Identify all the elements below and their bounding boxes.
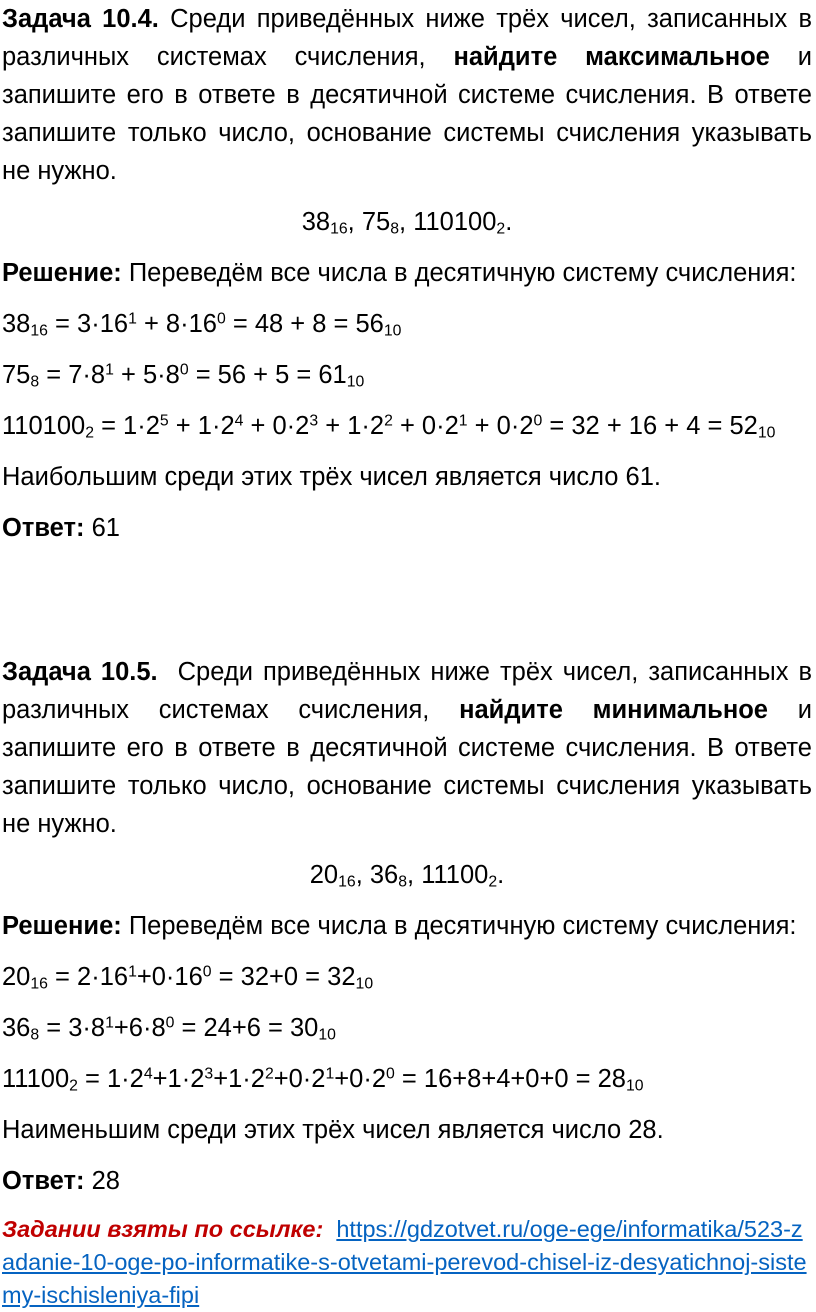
task2-conversion-1: $20_{16} = 2\cdot 16^1+0\cdot 16^0 = 32+0 = 32_{10}$ [2,963,374,993]
task1-answer: Ответ: 61 [2,514,120,542]
task2-conversion-3: $11100_2 = 1\cdot 2^4+1\cdot 2^3+1\cdot 2^2+0\cdot 2^1+0\cdot 2^0 = 16+8+4+0+0 = 28_{10}$ [2,1065,644,1095]
task2-statement: Задача 10.5. Среди приведённых ниже трёх чисел, записанных в различных системах счисления, найдите минимальное и запишите его в ответе в десятичной системе счисления. В ответе запишите только число, основание системы счисления указывать не нужно. [2,658,813,838]
source-link[interactable]: https://gdzotvet.ru/oge-ege/informatika/523-zadanie-10-oge-po-informatike-s-otvetami-perevod-chisel-iz-desyatichnoj-sistemy-ischisleniya-fipi [2,1216,807,1308]
source-label: Задании взяты по ссылке: [2,1216,324,1242]
task2-bold-instruction: найдите минимальное [459,696,768,724]
task2-numbers: $20_{16}$, $36_8$, $11100_2$. [309,861,505,891]
task1-conversion-3: $110100_2 = 1\cdot 2^5 + 1\cdot 2^4 + 0\cdot 2^3 + 1\cdot 2^2 + 0\cdot 2^1 + 0\cdot 2^0 = 32 + 16 + 4 = 52_{10}$ [2,412,776,442]
task2-answer-value: 28 [91,1167,120,1195]
task1-conversion-1: $38_{16} = 3\cdot 16^1 + 8\cdot 16^0 = 48 + 8 = 56_{10}$ [2,310,402,340]
task1-answer-value: 61 [91,514,120,542]
task1-numbers: $38_{16}$, $75_8$, $110100_2$. [301,208,513,238]
task1-conversion-2: $75_8 = 7\cdot 8^1 + 5\cdot 8^0 = 56 + 5 = 61_{10}$ [2,361,365,391]
task1-statement: Задача 10.4. Среди приведённых ниже трёх чисел, записанных в различных системах счисления, найдите максимальное и запишите его в ответе в десятичной системе счисления. В ответе запишите только число, основание системы счисления указывать не нужно. [2,5,813,185]
task2-label: Задача 10.5. [2,658,158,686]
task1-label: Задача 10.4. [2,5,159,33]
task2-conversion-2: $36_8 = 3\cdot 8^1+6\cdot 8^0 = 24+6 = 30_{10}$ [2,1014,336,1044]
task1-bold-instruction: найдите максимальное [453,43,770,71]
task1-conclusion: Наибольшим среди этих трёх чисел является число 61. [2,463,661,491]
source-note [2,1213,812,1312]
task2-answer: Ответ: 28 [2,1167,120,1195]
task2-conclusion: Наименьшим среди этих трёх чисел является число 28. [2,1116,664,1144]
task1-solution-intro: Решение: Переведём все числа в десятичную систему счисления: [2,259,797,287]
task2-solution-intro: Решение: Переведём все числа в десятичную систему счисления: [2,912,797,940]
